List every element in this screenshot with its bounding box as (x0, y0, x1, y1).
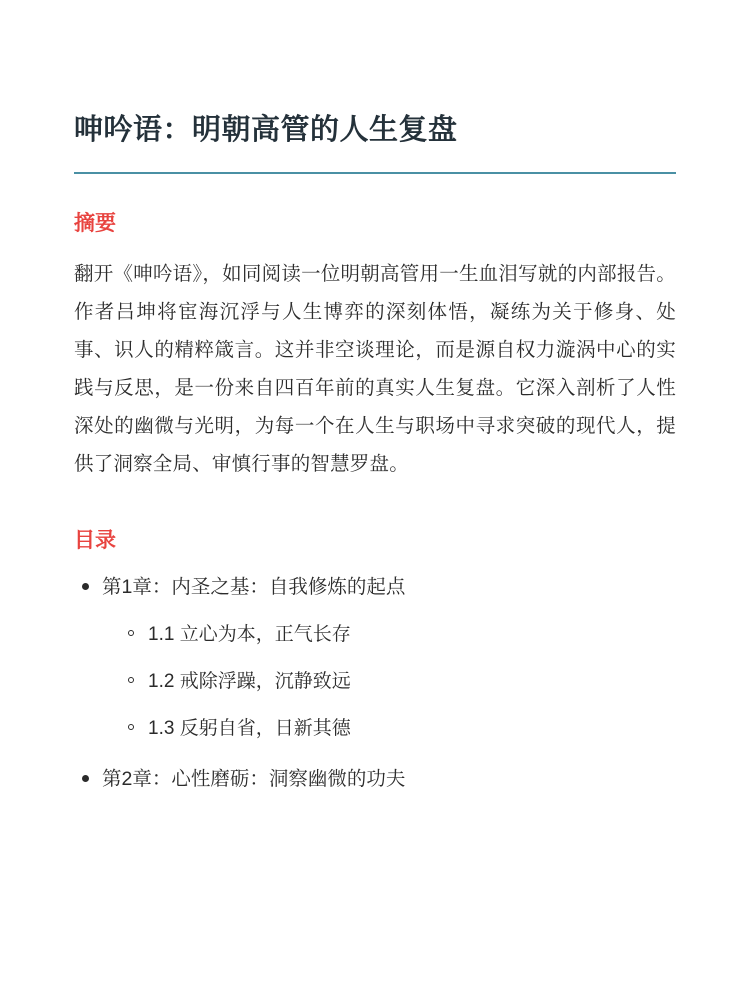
toc-chapter (74, 764, 676, 795)
bullet-icon (82, 775, 89, 782)
toc-section (74, 714, 676, 743)
toc-chapter (74, 572, 676, 744)
abstract-heading: 摘要 (74, 211, 116, 235)
toc-heading: 目录 (74, 529, 116, 553)
title-divider (74, 172, 676, 174)
page-title: 呻吟语：明朝高管的人生复盘 (74, 114, 458, 146)
bullet-hollow-icon (128, 630, 134, 636)
toc-chapter-link-2[interactable] (74, 764, 676, 795)
bullet-hollow-icon (128, 724, 134, 730)
toc-section-label: 1.3 反躬自省，日新其德 (148, 718, 351, 740)
toc-section-label: 1.2 戒除浮躁，沉静致远 (148, 671, 351, 692)
toc-section-label: 1.1 立心为本，正气长存 (148, 623, 351, 645)
toc-section (74, 667, 676, 696)
abstract-text: 翻开《呻吟语》，如同阅读一位明朝高管用一生血泪写就的内部报告。作者吕坤将宦海沉浮与人生博弈的深刻体悟，凝练为关于修身、处事、识人的精粹箴言。这并非空谈理论，而是源自权力漩涡中心的实践与反思，是一份来自四百年前的真实人生复盘。它深入剖析了人性深处的幽微与光明，为每一个在人生与职场中寻求突破的现代人，提供了洞察全局、审慎行事的智慧罗盘。 (74, 262, 676, 476)
bullet-icon (82, 583, 89, 590)
toc-section-link-1-3[interactable] (74, 714, 676, 743)
toc-chapter-label: 第1章：内圣之基：自我修炼的起点 (102, 576, 406, 599)
toc-section (74, 620, 676, 649)
toc-chapter-link-1[interactable] (74, 572, 676, 603)
toc-section-link-1-1[interactable] (74, 620, 676, 649)
table-of-contents (74, 572, 676, 795)
toc-chapter-label: 第2章：心性磨砺：洞察幽微的功夫 (102, 767, 406, 790)
bullet-hollow-icon (128, 677, 134, 683)
toc-section-list-1 (74, 620, 676, 744)
toc-section-link-1-2[interactable] (74, 667, 676, 696)
